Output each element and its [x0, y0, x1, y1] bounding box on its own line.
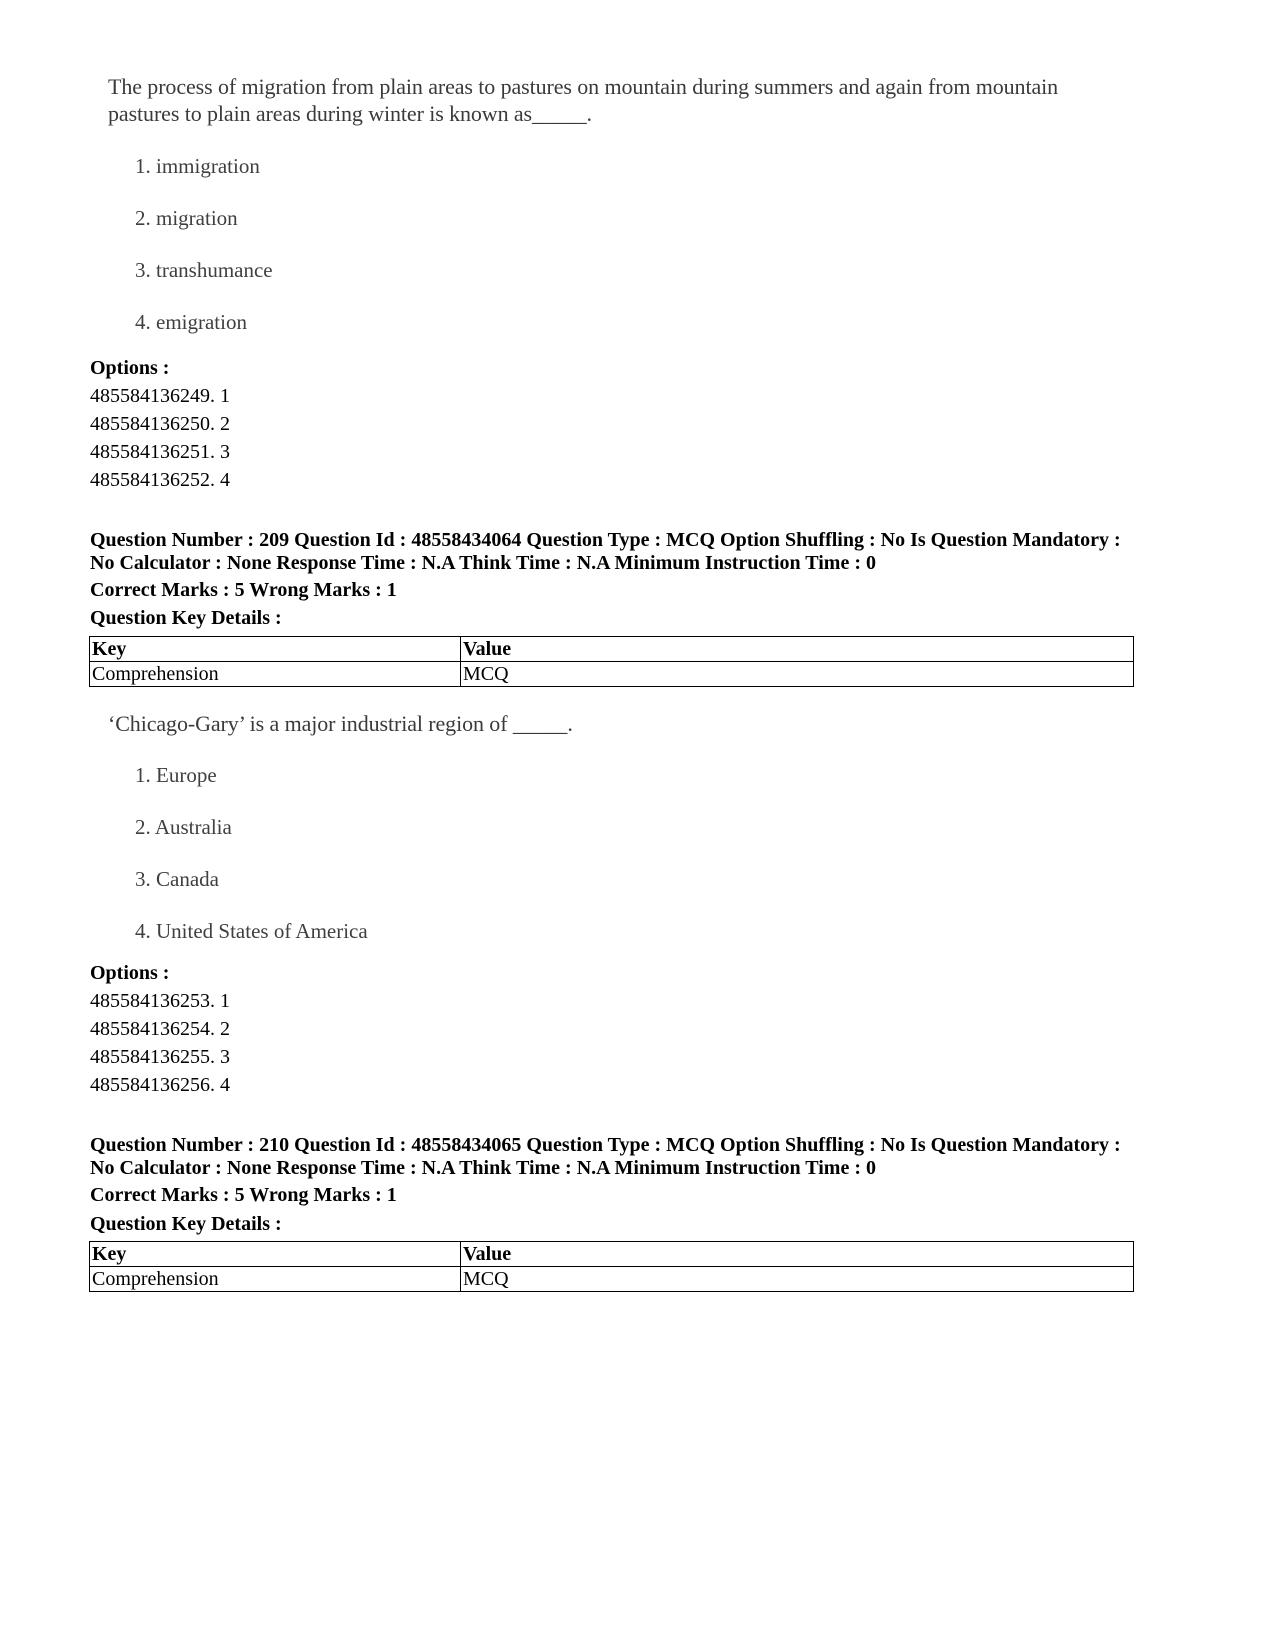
key-details-table [89, 636, 1134, 687]
header-key: Key [90, 1242, 461, 1267]
table-header-row [90, 1242, 1134, 1267]
question-text-line-2: pastures to plain areas during winter is known as_____. [108, 101, 592, 126]
option-id-2: 485584136250. 2 [90, 413, 230, 435]
header-value: Value [461, 637, 1134, 662]
question-209-image [108, 710, 573, 943]
question-210-meta [90, 1134, 1150, 1180]
cell-value: MCQ [461, 1267, 1134, 1292]
options-list-209 [90, 959, 230, 1099]
choice-1: 1. immigration [135, 154, 260, 178]
option-id-2: 485584136254. 2 [90, 1018, 230, 1040]
marks-info: Correct Marks : 5 Wrong Marks : 1 [90, 579, 397, 601]
options-list-208 [90, 354, 230, 494]
choice-2: 2. migration [135, 206, 238, 230]
choice-3: 3. transhumance [135, 258, 273, 282]
key-details-title: Question Key Details : [90, 1213, 282, 1235]
key-details-table [89, 1241, 1134, 1292]
option-id-3: 485584136251. 3 [90, 441, 230, 463]
question-text-line-1: The process of migration from plain areas to pastures on mountain during summers and again from mountain [108, 74, 1059, 99]
meta-line-1: Question Number : 209 Question Id : 48558434064 Question Type : MCQ Option Shuffling : No Is Question Mandatory : [90, 529, 1121, 551]
header-key: Key [90, 637, 461, 662]
choice-2: 2. Australia [135, 815, 232, 839]
cell-key: Comprehension [90, 1267, 461, 1292]
option-id-3: 485584136255. 3 [90, 1046, 230, 1068]
question-209-meta [90, 529, 1150, 575]
question-208-image [108, 73, 1059, 334]
choice-4: 4. emigration [135, 310, 247, 334]
option-id-4: 485584136252. 4 [90, 469, 230, 491]
table-row [90, 1267, 1134, 1292]
header-value: Value [461, 1242, 1134, 1267]
option-id-1: 485584136253. 1 [90, 990, 230, 1012]
choice-4: 4. United States of America [135, 919, 368, 943]
choice-1: 1. Europe [135, 763, 217, 787]
question-text: ‘Chicago-Gary’ is a major industrial region of _____. [108, 711, 573, 736]
meta-line-1: Question Number : 210 Question Id : 48558434065 Question Type : MCQ Option Shuffling : No Is Question Mandatory : [90, 1134, 1121, 1156]
cell-value: MCQ [461, 662, 1134, 687]
options-title: Options : [90, 357, 170, 379]
option-id-4: 485584136256. 4 [90, 1074, 230, 1096]
table-header-row [90, 637, 1134, 662]
table-row [90, 662, 1134, 687]
cell-key: Comprehension [90, 662, 461, 687]
meta-line-2: No Calculator : None Response Time : N.A Think Time : N.A Minimum Instruction Time : 0 [90, 552, 876, 574]
options-title: Options : [90, 962, 170, 984]
marks-info: Correct Marks : 5 Wrong Marks : 1 [90, 1184, 397, 1206]
meta-line-2: No Calculator : None Response Time : N.A Think Time : N.A Minimum Instruction Time : 0 [90, 1157, 876, 1179]
key-details-title: Question Key Details : [90, 607, 282, 629]
option-id-1: 485584136249. 1 [90, 385, 230, 407]
choice-3: 3. Canada [135, 867, 219, 891]
